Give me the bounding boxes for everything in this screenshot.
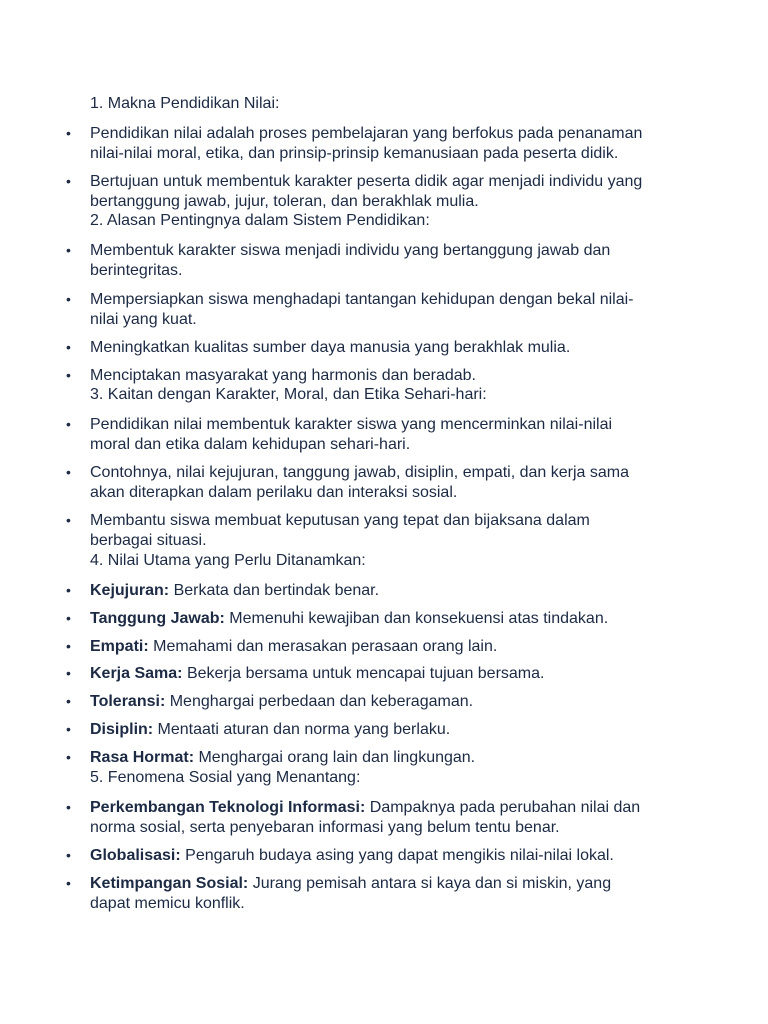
bullet-icon: • [66, 875, 71, 891]
bullet-icon: • [66, 291, 71, 307]
term-label: Rasa Hormat: [90, 749, 195, 766]
term-label: Toleransi: [90, 693, 166, 710]
term-label: Tanggung Jawab: [90, 610, 225, 627]
list-item: • Membantu siswa membuat keputusan yang tepat dan bijaksana dalam berbagai situasi. [66, 512, 590, 549]
list-item: • Kejujuran: Berkata dan bertindak benar. [66, 582, 380, 599]
term-label: Kejujuran: [90, 582, 170, 599]
bullet-icon: • [66, 693, 71, 709]
bullet-icon: • [66, 665, 71, 681]
section-heading-4: 4. Nilai Utama yang Perlu Ditanamkan: [90, 552, 366, 569]
list-item: • Rasa Hormat: Menghargai orang lain dan lingkungan. [66, 749, 476, 766]
bullet-icon: • [66, 416, 71, 432]
term-label: Globalisasi: [90, 847, 181, 864]
list-item: • Mempersiapkan siswa menghadapi tantangan kehidupan dengan bekal nilai- nilai yang kuat. [66, 291, 634, 328]
bullet-icon: • [66, 582, 71, 598]
term-label: Empati: [90, 638, 149, 655]
bullet-icon: • [66, 847, 71, 863]
list-item: • Contohnya, nilai kejujuran, tanggung jawab, disiplin, empati, dan kerja sama akan diterapkan dalam perilaku dan interaksi sosial. [66, 464, 629, 501]
bullet-icon: • [66, 638, 71, 654]
section-heading-5: 5. Fenomena Sosial yang Menantang: [90, 769, 361, 786]
list-item: • Tanggung Jawab: Memenuhi kewajiban dan konsekuensi atas tindakan. [66, 610, 609, 627]
list-item: • Membentuk karakter siswa menjadi individu yang bertanggung jawab dan berintegritas. [66, 242, 611, 279]
list-item: • Menciptakan masyarakat yang harmonis dan beradab. [66, 367, 476, 384]
bullet-icon: • [66, 610, 71, 626]
bullet-icon: • [66, 339, 71, 355]
list-item: • Kerja Sama: Bekerja bersama untuk mencapai tujuan bersama. [66, 665, 545, 682]
bullet-icon: • [66, 125, 71, 141]
bullet-icon: • [66, 464, 71, 480]
list-item: • Toleransi: Menghargai perbedaan dan keberagaman. [66, 693, 474, 710]
list-item: • Perkembangan Teknologi Informasi: Dampaknya pada perubahan nilai dan norma sosial, serta penyebaran informasi yang belum tentu benar. [66, 799, 641, 836]
section-heading-1: 1. Makna Pendidikan Nilai: [90, 95, 280, 112]
bullet-icon: • [66, 242, 71, 258]
list-item: • Meningkatkan kualitas sumber daya manusia yang berakhlak mulia. [66, 339, 571, 356]
bullet-icon: • [66, 367, 71, 383]
list-item: • Globalisasi: Pengaruh budaya asing yang dapat mengikis nilai-nilai lokal. [66, 847, 614, 864]
section-heading-3: 3. Kaitan dengan Karakter, Moral, dan Etika Sehari-hari: [90, 386, 487, 403]
list-item: • Disiplin: Mentaati aturan dan norma yang berlaku. [66, 721, 451, 738]
bullet-icon: • [66, 173, 71, 189]
bullet-icon: • [66, 749, 71, 765]
list-item: • Pendidikan nilai membentuk karakter siswa yang mencerminkan nilai-nilai moral dan etika dalam kehidupan sehari-hari. [66, 416, 613, 453]
bullet-icon: • [66, 799, 71, 815]
list-item: • Ketimpangan Sosial: Jurang pemisah antara si kaya dan si miskin, yang dapat memicu konflik. [66, 875, 612, 912]
bullet-icon: • [66, 721, 71, 737]
term-label: Kerja Sama: [90, 665, 183, 682]
term-label: Perkembangan Teknologi Informasi: [90, 799, 366, 816]
term-label: Disiplin: [90, 721, 154, 738]
bullet-icon: • [66, 512, 71, 528]
list-item: • Empati: Memahami dan merasakan perasaan orang lain. [66, 638, 498, 655]
section-heading-2: 2. Alasan Pentingnya dalam Sistem Pendidikan: [90, 212, 430, 229]
list-item: • Pendidikan nilai adalah proses pembelajaran yang berfokus pada penanaman nilai-nilai moral, etika, dan prinsip-prinsip kemanusiaan pada peserta didik. [66, 125, 643, 162]
term-label: Ketimpangan Sosial: [90, 875, 249, 892]
list-item: • Bertujuan untuk membentuk karakter peserta didik agar menjadi individu yang bertanggung jawab, jujur, toleran, dan berakhlak mulia. [66, 173, 643, 210]
